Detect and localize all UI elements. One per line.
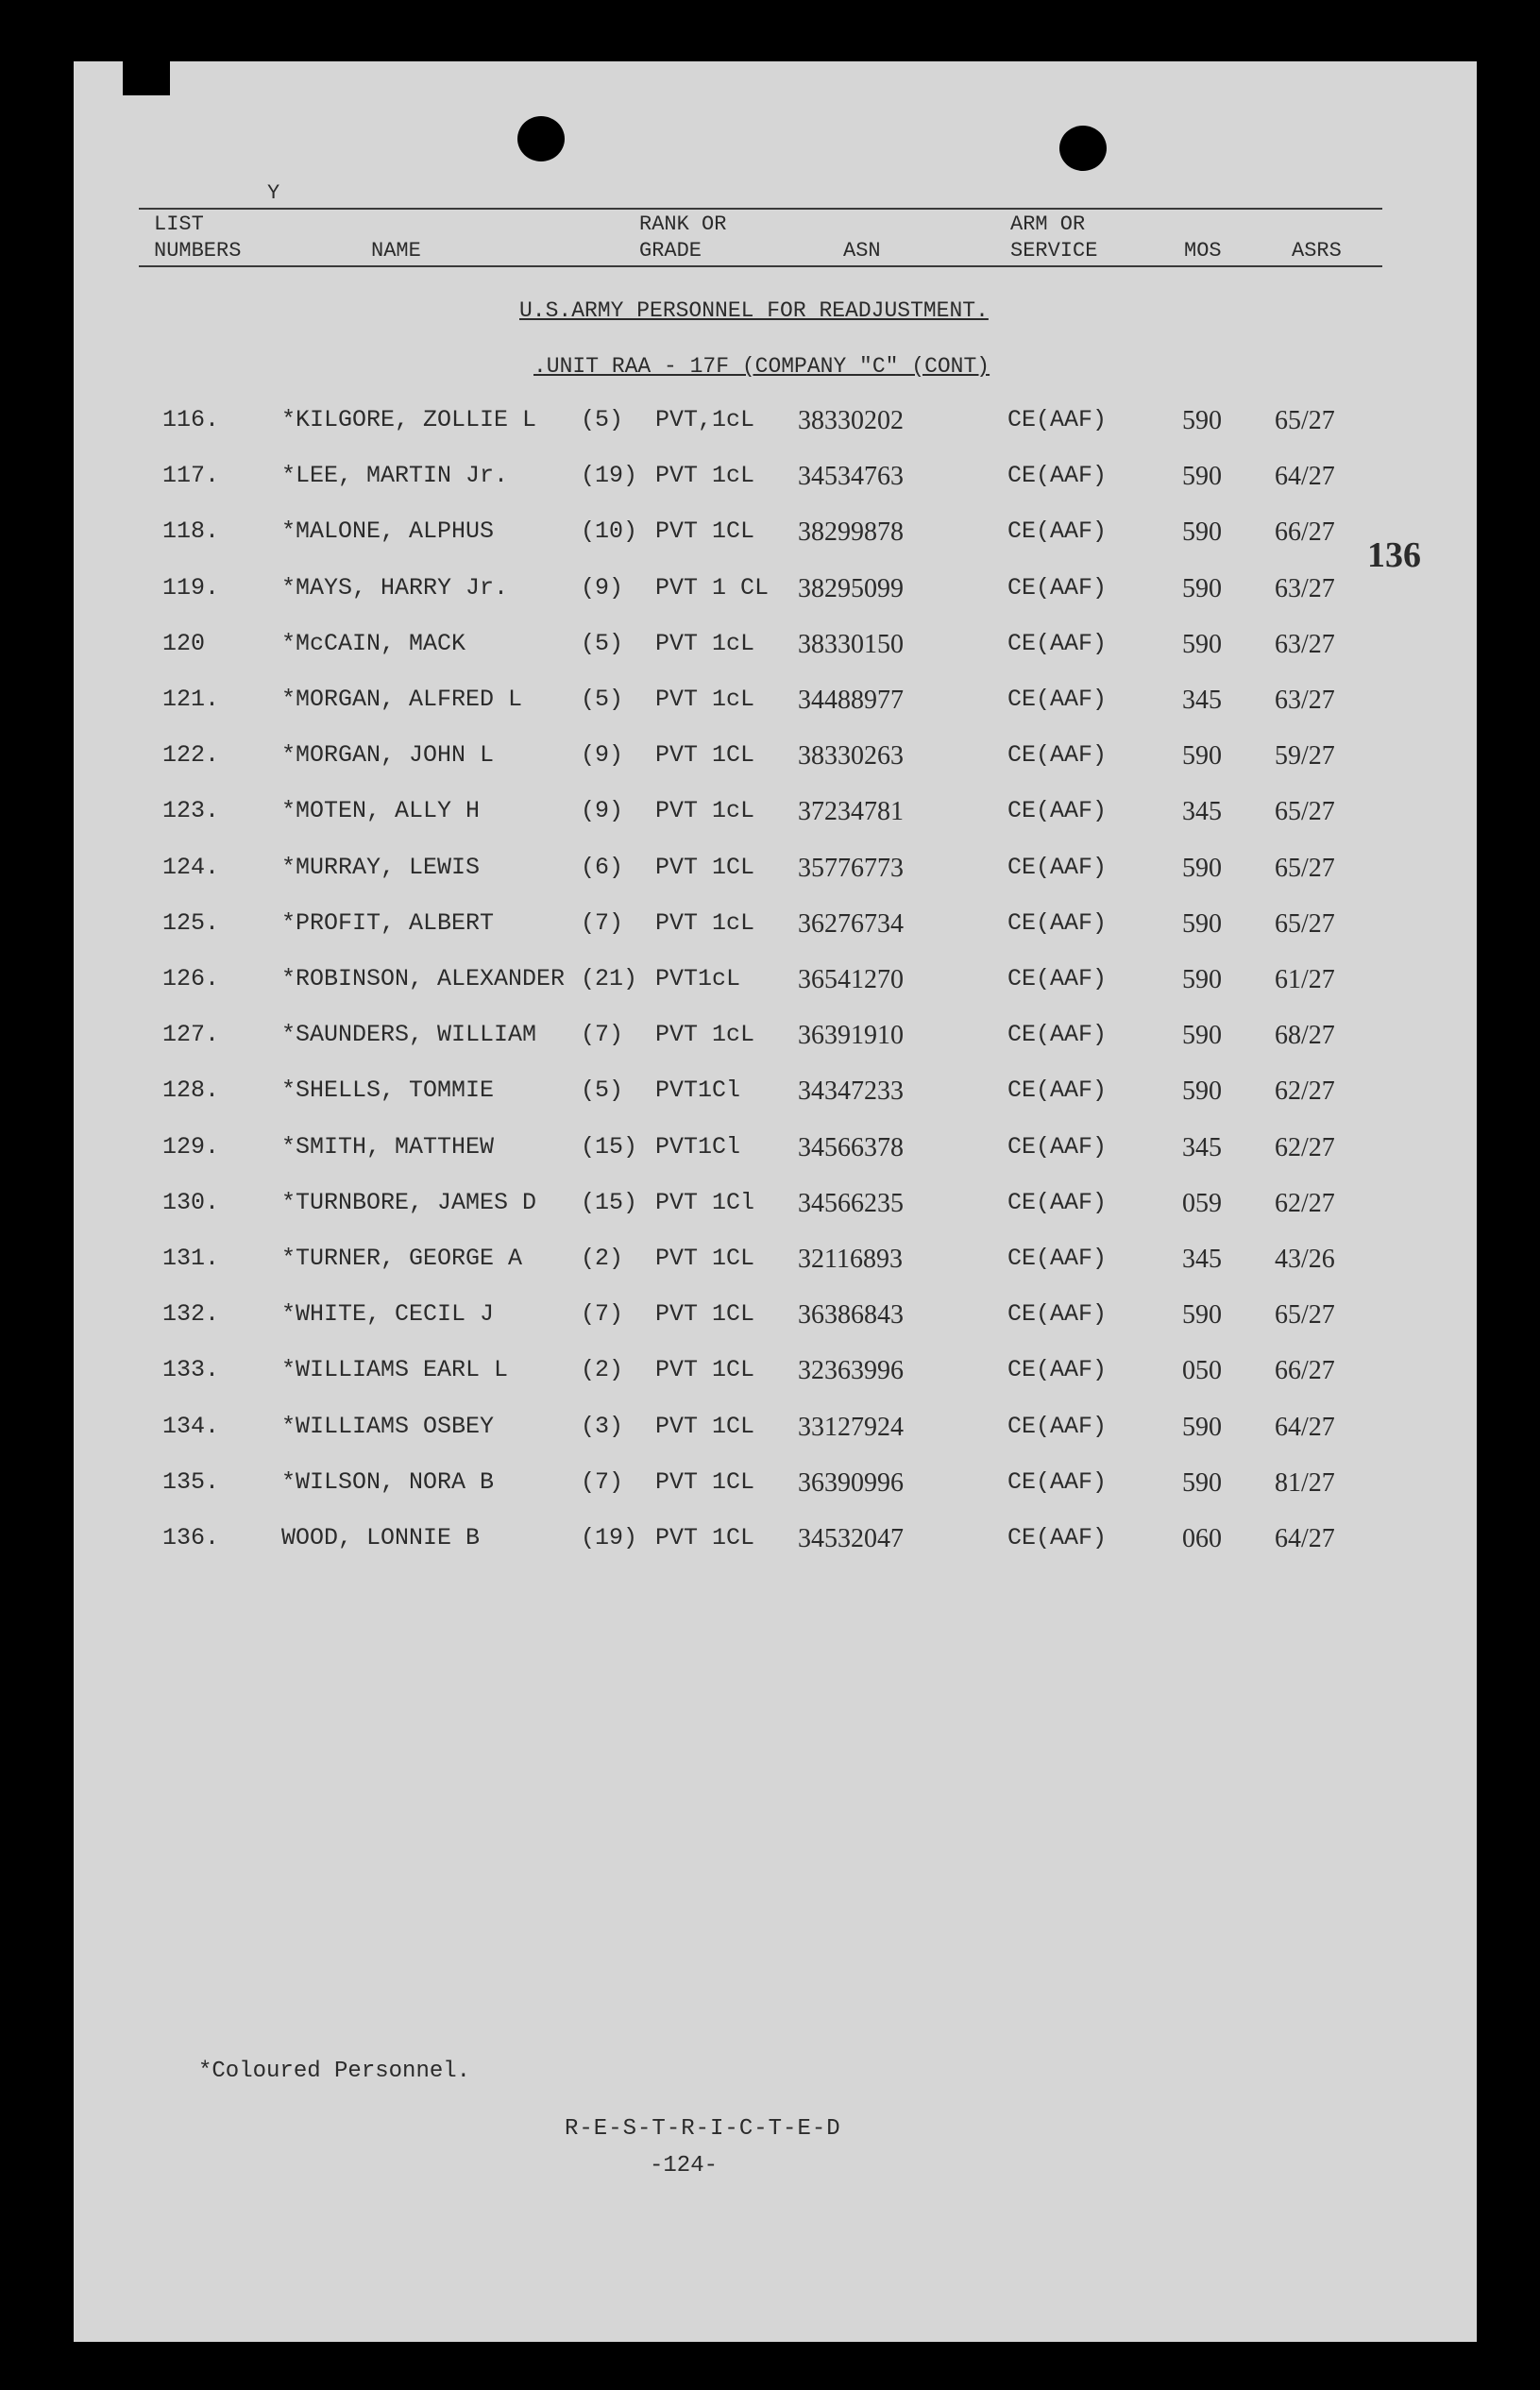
table-row bbox=[0, 854, 1540, 907]
cell-count: (5) bbox=[581, 406, 624, 433]
cell-name: *ROBINSON, ALEXANDER bbox=[281, 965, 566, 992]
cell-asn: 34566235 bbox=[798, 1188, 904, 1218]
cell-asrs: 65/27 bbox=[1275, 797, 1335, 827]
table-row bbox=[0, 741, 1540, 794]
cell-rank: PVT 1 CL bbox=[655, 573, 770, 602]
cell-mos: 060 bbox=[1182, 1524, 1222, 1553]
cell-count: (19) bbox=[581, 462, 638, 490]
header-arm: ARM OR SERVICE bbox=[1010, 212, 1098, 263]
cell-arm: CE(AAF) bbox=[1007, 406, 1108, 433]
cell-rank: PVT,1cL bbox=[655, 406, 755, 433]
page-number: -124- bbox=[650, 2153, 719, 2178]
cell-name: *MALONE, ALPHUS bbox=[281, 517, 495, 546]
punch-hole-left bbox=[517, 116, 565, 161]
table-row bbox=[0, 1468, 1540, 1521]
cell-count: (15) bbox=[581, 1188, 638, 1216]
cell-asn: 37234781 bbox=[798, 797, 904, 827]
cell-num: 136. bbox=[162, 1524, 220, 1551]
cell-num: 132. bbox=[162, 1300, 220, 1329]
cell-rank: PVT 1CL bbox=[655, 1300, 755, 1329]
table-row bbox=[0, 909, 1540, 962]
cell-asn: 34532047 bbox=[798, 1524, 904, 1553]
classification-mark: R-E-S-T-R-I-C-T-E-D bbox=[565, 2116, 841, 2142]
cell-rank: PVT 1CL bbox=[655, 1356, 755, 1384]
cell-arm: CE(AAF) bbox=[1007, 1300, 1108, 1329]
cell-count: (21) bbox=[581, 965, 638, 992]
table-row bbox=[0, 1076, 1540, 1129]
cell-rank: PVT 1CL bbox=[655, 1467, 755, 1496]
cell-name: *McCAIN, MACK bbox=[281, 629, 466, 657]
cell-count: (7) bbox=[581, 1467, 624, 1496]
table-row bbox=[0, 1021, 1540, 1074]
cell-num: 119. bbox=[162, 573, 220, 602]
cell-name: *PROFIT, ALBERT bbox=[281, 908, 495, 937]
cell-asn: 33127924 bbox=[798, 1412, 904, 1442]
cell-count: (19) bbox=[581, 1524, 638, 1551]
cell-num: 131. bbox=[162, 1245, 220, 1272]
cell-arm: CE(AAF) bbox=[1007, 1412, 1108, 1440]
cell-count: (2) bbox=[581, 1245, 624, 1272]
table-row bbox=[0, 1245, 1540, 1297]
cell-arm: CE(AAF) bbox=[1007, 1356, 1108, 1384]
cell-asn: 38330150 bbox=[798, 629, 904, 659]
cell-arm: CE(AAF) bbox=[1007, 1467, 1108, 1496]
cell-name: *SHELLS, TOMMIE bbox=[281, 1076, 495, 1105]
cell-mos: 345 bbox=[1182, 1132, 1222, 1162]
cell-rank: PVT 1CL bbox=[655, 517, 755, 546]
header-list-numbers: LIST NUMBERS bbox=[154, 212, 242, 263]
cell-mos: 590 bbox=[1182, 1300, 1222, 1331]
cell-num: 127. bbox=[162, 1021, 220, 1049]
punch-hole-right bbox=[1059, 126, 1107, 171]
cell-asn: 36276734 bbox=[798, 908, 904, 939]
cell-num: 133. bbox=[162, 1356, 220, 1384]
table-row bbox=[0, 1524, 1540, 1577]
cell-rank: PVT1Cl bbox=[655, 1132, 741, 1161]
cell-mos: 590 bbox=[1182, 1021, 1222, 1051]
header-name: NAME bbox=[371, 239, 421, 263]
cell-name: *WILLIAMS EARL L bbox=[281, 1356, 509, 1384]
cell-name: *TURNBORE, JAMES D bbox=[281, 1188, 537, 1216]
cell-count: (7) bbox=[581, 1021, 624, 1049]
table-row bbox=[0, 686, 1540, 738]
header-asrs: ASRS bbox=[1292, 239, 1342, 263]
cell-num: 123. bbox=[162, 797, 220, 825]
cell-rank: PVT 1CL bbox=[655, 741, 755, 770]
table-row bbox=[0, 1356, 1540, 1409]
cell-mos: 590 bbox=[1182, 741, 1222, 771]
cell-num: 124. bbox=[162, 853, 220, 881]
cell-rank: PVT 1cL bbox=[655, 462, 755, 490]
cell-arm: CE(AAF) bbox=[1007, 965, 1108, 992]
cell-count: (7) bbox=[581, 1300, 624, 1329]
cell-rank: PVT 1cL bbox=[655, 797, 755, 825]
cell-name: WOOD, LONNIE B bbox=[281, 1524, 481, 1551]
cell-mos: 050 bbox=[1182, 1356, 1222, 1386]
table-row bbox=[0, 1413, 1540, 1466]
cell-count: (9) bbox=[581, 573, 624, 602]
cell-mos: 590 bbox=[1182, 517, 1222, 548]
cell-arm: CE(AAF) bbox=[1007, 629, 1108, 657]
cell-asrs: 62/27 bbox=[1275, 1132, 1335, 1162]
cell-rank: PVT 1CL bbox=[655, 1524, 755, 1551]
cell-asn: 34566378 bbox=[798, 1132, 904, 1162]
cell-mos: 059 bbox=[1182, 1188, 1222, 1218]
footnote: *Coloured Personnel. bbox=[198, 2059, 471, 2084]
cell-rank: PVT 1CL bbox=[655, 1412, 755, 1440]
header-rank: RANK OR GRADE bbox=[639, 212, 727, 263]
cell-num: 117. bbox=[162, 462, 220, 490]
cell-asrs: 65/27 bbox=[1275, 406, 1335, 435]
cell-mos: 590 bbox=[1182, 1076, 1222, 1107]
table-row bbox=[0, 574, 1540, 627]
cell-num: 129. bbox=[162, 1132, 220, 1161]
cell-rank: PVT 1cL bbox=[655, 1021, 755, 1049]
margin-mark: Y bbox=[267, 181, 280, 205]
cell-count: (7) bbox=[581, 908, 624, 937]
cell-num: 118. bbox=[162, 517, 220, 546]
cell-rank: PVT1cL bbox=[655, 965, 741, 992]
cell-asrs: 63/27 bbox=[1275, 686, 1335, 715]
cell-arm: CE(AAF) bbox=[1007, 853, 1108, 881]
cell-arm: CE(AAF) bbox=[1007, 686, 1108, 713]
cell-asn: 34347233 bbox=[798, 1076, 904, 1107]
cell-rank: PVT 1Cl bbox=[655, 1188, 755, 1216]
cell-asrs: 62/27 bbox=[1275, 1188, 1335, 1218]
cell-name: *WILLIAMS OSBEY bbox=[281, 1412, 495, 1440]
cell-arm: CE(AAF) bbox=[1007, 517, 1108, 546]
cell-mos: 590 bbox=[1182, 1412, 1222, 1442]
cell-name: *MAYS, HARRY Jr. bbox=[281, 573, 509, 602]
cell-count: (5) bbox=[581, 1076, 624, 1105]
cell-count: (6) bbox=[581, 853, 624, 881]
cell-arm: CE(AAF) bbox=[1007, 1021, 1108, 1049]
cell-count: (10) bbox=[581, 517, 638, 546]
cell-num: 125. bbox=[162, 908, 220, 937]
cell-asrs: 63/27 bbox=[1275, 573, 1335, 603]
cell-name: *SAUNDERS, WILLIAM bbox=[281, 1021, 537, 1049]
cell-arm: CE(AAF) bbox=[1007, 1132, 1108, 1161]
cell-arm: CE(AAF) bbox=[1007, 1076, 1108, 1105]
cell-asn: 35776773 bbox=[798, 853, 904, 883]
cell-asn: 36390996 bbox=[798, 1467, 904, 1498]
cell-mos: 590 bbox=[1182, 629, 1222, 659]
cell-count: (5) bbox=[581, 686, 624, 713]
cell-asrs: 65/27 bbox=[1275, 853, 1335, 883]
cell-rank: PVT 1CL bbox=[655, 853, 755, 881]
cell-arm: CE(AAF) bbox=[1007, 1245, 1108, 1272]
table-row bbox=[0, 1189, 1540, 1242]
cell-num: 128. bbox=[162, 1076, 220, 1105]
cell-asrs: 59/27 bbox=[1275, 741, 1335, 771]
cell-count: (3) bbox=[581, 1412, 624, 1440]
cell-num: 120 bbox=[162, 629, 206, 657]
cell-mos: 590 bbox=[1182, 1467, 1222, 1498]
cell-arm: CE(AAF) bbox=[1007, 462, 1108, 490]
cell-name: *MOTEN, ALLY H bbox=[281, 797, 481, 825]
cell-asrs: 65/27 bbox=[1275, 908, 1335, 939]
cell-name: *TURNER, GEORGE A bbox=[281, 1245, 523, 1272]
cell-asrs: 66/27 bbox=[1275, 517, 1335, 548]
header-rule-top bbox=[139, 208, 1382, 210]
cell-rank: PVT 1cL bbox=[655, 686, 755, 713]
cell-mos: 345 bbox=[1182, 1245, 1222, 1274]
cell-asrs: 43/26 bbox=[1275, 1245, 1335, 1274]
cell-name: *SMITH, MATTHEW bbox=[281, 1132, 495, 1161]
cell-asrs: 62/27 bbox=[1275, 1076, 1335, 1107]
cell-mos: 345 bbox=[1182, 686, 1222, 715]
cell-mos: 590 bbox=[1182, 573, 1222, 603]
cell-asrs: 64/27 bbox=[1275, 1412, 1335, 1442]
cell-num: 126. bbox=[162, 965, 220, 992]
cell-asn: 38299878 bbox=[798, 517, 904, 548]
cell-asn: 34534763 bbox=[798, 462, 904, 492]
table-row bbox=[0, 965, 1540, 1018]
cell-name: *WILSON, NORA B bbox=[281, 1467, 495, 1496]
header-asn: ASN bbox=[843, 239, 881, 263]
cell-arm: CE(AAF) bbox=[1007, 1188, 1108, 1216]
table-row bbox=[0, 517, 1540, 570]
cell-rank: PVT1Cl bbox=[655, 1076, 741, 1105]
cell-num: 130. bbox=[162, 1188, 220, 1216]
table-row bbox=[0, 1133, 1540, 1186]
cell-mos: 590 bbox=[1182, 908, 1222, 939]
cell-num: 116. bbox=[162, 406, 220, 433]
cell-rank: PVT 1cL bbox=[655, 629, 755, 657]
cell-name: *WHITE, CECIL J bbox=[281, 1300, 495, 1329]
cell-rank: PVT 1CL bbox=[655, 1245, 755, 1272]
cell-asrs: 66/27 bbox=[1275, 1356, 1335, 1386]
unit-heading: .UNIT RAA - 17F (COMPANY "C" (CONT) bbox=[533, 354, 990, 379]
cell-count: (9) bbox=[581, 797, 624, 825]
cell-asrs: 68/27 bbox=[1275, 1021, 1335, 1051]
cell-arm: CE(AAF) bbox=[1007, 797, 1108, 825]
cell-count: (15) bbox=[581, 1132, 638, 1161]
cell-num: 122. bbox=[162, 741, 220, 770]
cell-asrs: 63/27 bbox=[1275, 629, 1335, 659]
table-row bbox=[0, 462, 1540, 515]
cell-asn: 38330263 bbox=[798, 741, 904, 771]
cell-arm: CE(AAF) bbox=[1007, 908, 1108, 937]
cell-name: *MORGAN, ALFRED L bbox=[281, 686, 523, 713]
cell-rank: PVT 1cL bbox=[655, 908, 755, 937]
cell-asrs: 64/27 bbox=[1275, 1524, 1335, 1553]
cell-name: *KILGORE, ZOLLIE L bbox=[281, 406, 537, 433]
cell-asn: 32116893 bbox=[798, 1245, 903, 1274]
cell-mos: 590 bbox=[1182, 462, 1222, 492]
table-row bbox=[0, 406, 1540, 459]
cell-name: *MURRAY, LEWIS bbox=[281, 853, 481, 881]
document-title: U.S.ARMY PERSONNEL FOR READJUSTMENT. bbox=[519, 298, 989, 323]
cell-asrs: 65/27 bbox=[1275, 1300, 1335, 1331]
table-row bbox=[0, 1300, 1540, 1353]
page-stamp: 136 bbox=[1367, 535, 1421, 575]
cell-asn: 36541270 bbox=[798, 965, 904, 994]
cell-mos: 590 bbox=[1182, 406, 1222, 435]
cell-count: (5) bbox=[581, 629, 624, 657]
tab-mark bbox=[123, 61, 170, 95]
cell-mos: 590 bbox=[1182, 965, 1222, 994]
cell-asrs: 81/27 bbox=[1275, 1467, 1335, 1498]
cell-mos: 345 bbox=[1182, 797, 1222, 827]
cell-num: 135. bbox=[162, 1467, 220, 1496]
cell-count: (9) bbox=[581, 741, 624, 770]
cell-asn: 36391910 bbox=[798, 1021, 904, 1051]
cell-arm: CE(AAF) bbox=[1007, 741, 1108, 770]
table-row bbox=[0, 630, 1540, 683]
cell-asn: 36386843 bbox=[798, 1300, 904, 1331]
header-rule-bottom bbox=[139, 265, 1382, 267]
cell-asn: 38330202 bbox=[798, 406, 904, 435]
cell-num: 121. bbox=[162, 686, 220, 713]
cell-count: (2) bbox=[581, 1356, 624, 1384]
cell-name: *LEE, MARTIN Jr. bbox=[281, 462, 509, 490]
cell-asrs: 64/27 bbox=[1275, 462, 1335, 492]
cell-asn: 32363996 bbox=[798, 1356, 904, 1386]
table-row bbox=[0, 797, 1540, 850]
cell-mos: 590 bbox=[1182, 853, 1222, 883]
cell-asrs: 61/27 bbox=[1275, 965, 1335, 994]
cell-arm: CE(AAF) bbox=[1007, 1524, 1108, 1551]
cell-num: 134. bbox=[162, 1412, 220, 1440]
cell-asn: 38295099 bbox=[798, 573, 904, 603]
cell-arm: CE(AAF) bbox=[1007, 573, 1108, 602]
header-mos: MOS bbox=[1184, 239, 1222, 263]
cell-name: *MORGAN, JOHN L bbox=[281, 741, 495, 770]
cell-asn: 34488977 bbox=[798, 686, 904, 715]
